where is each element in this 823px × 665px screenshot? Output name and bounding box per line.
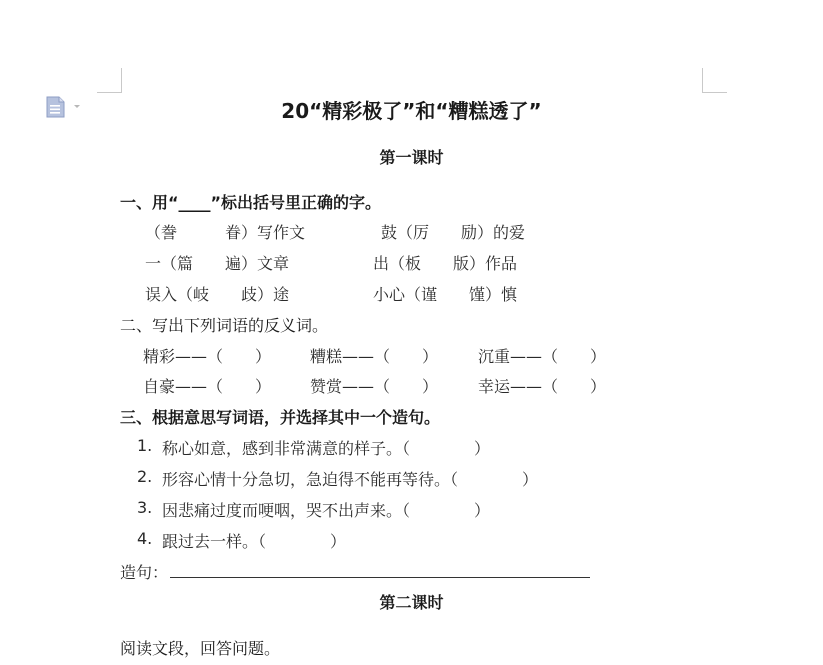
document-title: 20“精彩极了”和“糟糕透了” [281, 99, 542, 123]
sentence-answer-line [170, 577, 590, 578]
section-one-item: （誊 眷）写作文 [145, 223, 306, 242]
antonym-item: 自豪——（ ） [143, 377, 272, 396]
section-three-heading: 三、根据意思写词语，并选择其中一个造句。 [120, 408, 441, 427]
section-one-item: 鼓（厉 励）的爱 [381, 223, 526, 242]
definition-text: 形容心情十分急切，急迫得不能再等待。（ ） [162, 470, 539, 489]
definition-text: 跟过去一样。（ ） [162, 532, 347, 551]
reading-prompt: 阅读文段，回答问题。 [120, 639, 281, 658]
crop-mark-top-left [97, 68, 122, 93]
section-one-item: 出（板 版）作品 [373, 254, 518, 273]
sentence-label: 造句： [120, 563, 169, 582]
section-one-heading: 一、用“____”标出括号里正确的字。 [120, 193, 382, 212]
definition-text: 因悲痛过度而哽咽，哭不出声来。（ ） [162, 501, 491, 520]
lesson-one-heading: 第一课时 [379, 148, 444, 167]
definition-text: 称心如意，感到非常满意的样子。（ ） [162, 439, 491, 458]
antonym-item: 沉重——（ ） [478, 347, 607, 366]
definition-number: 4. [137, 529, 153, 548]
definition-number: 3. [137, 498, 153, 517]
crop-mark-top-right [702, 68, 727, 93]
definition-number: 1. [137, 436, 153, 455]
section-one-item: 小心（谨 馑）慎 [373, 285, 518, 304]
antonym-item: 精彩——（ ） [143, 347, 272, 366]
section-one-item: 一（篇 遍）文章 [145, 254, 290, 273]
lesson-two-heading: 第二课时 [379, 593, 444, 612]
antonym-item: 赞赏——（ ） [310, 377, 439, 396]
antonym-item: 幸运——（ ） [478, 377, 607, 396]
antonym-item: 糟糕——（ ） [310, 347, 439, 366]
definition-number: 2. [137, 467, 153, 486]
section-two-heading: 二、写出下列词语的反义词。 [120, 316, 329, 335]
section-one-item: 误入（岐 歧）途 [145, 285, 290, 304]
